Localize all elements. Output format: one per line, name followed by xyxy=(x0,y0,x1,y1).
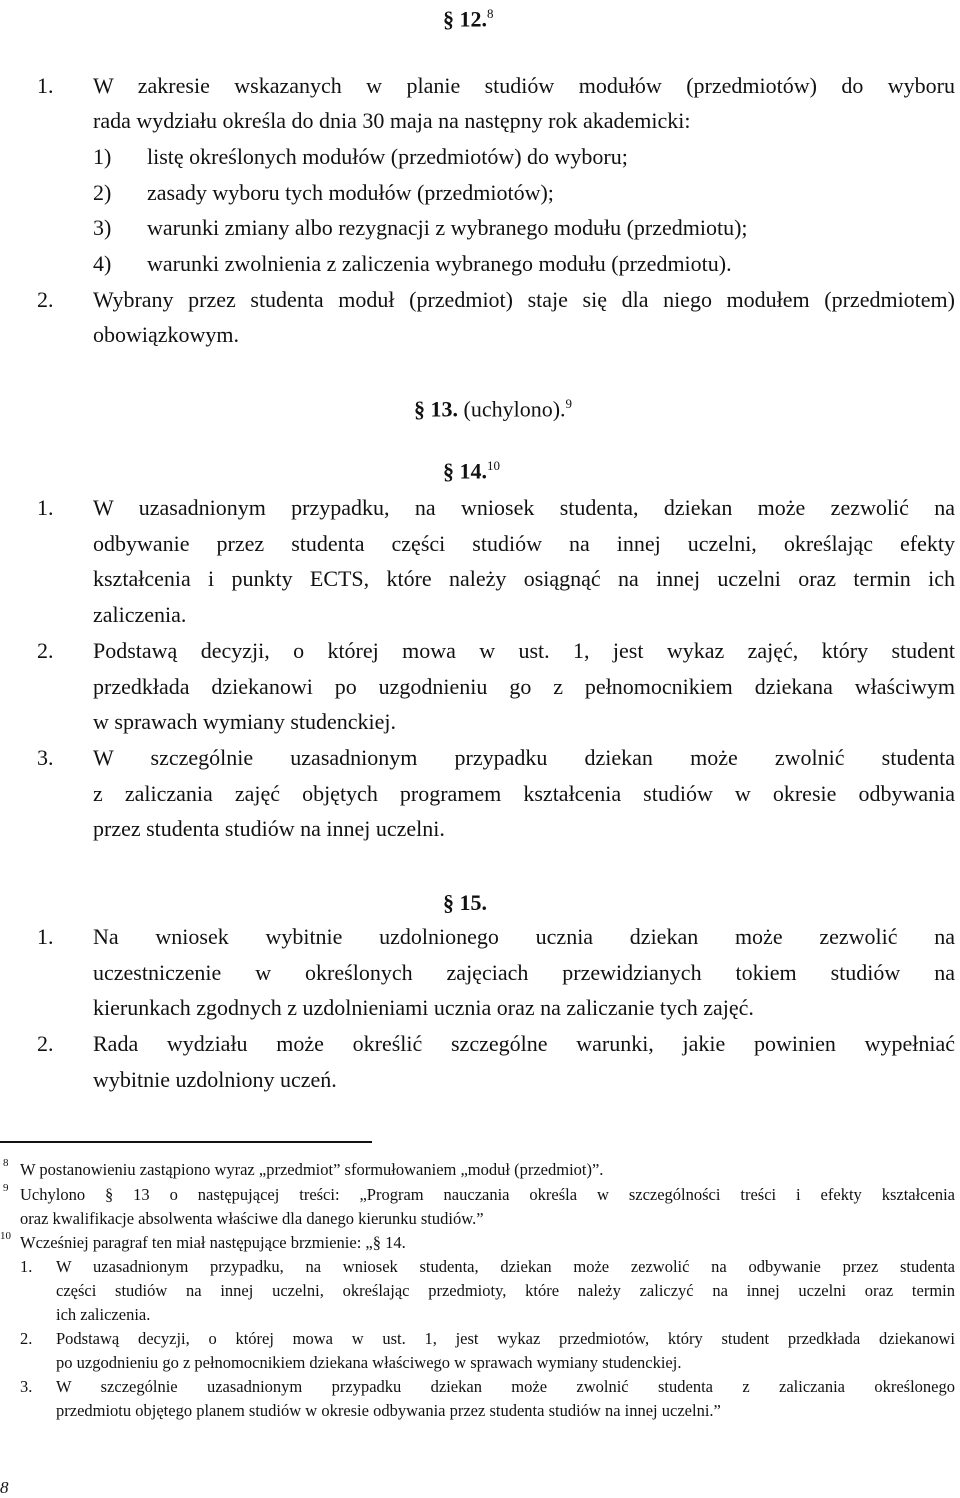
footnote-list-number: 3. xyxy=(20,1377,33,1396)
paragraph-text-line: kształcenia i punkty ECTS, które należy osiągnąć na innej uczelni oraz termin ich xyxy=(93,566,955,591)
paragraph-text-line: Na wniosek wybitnie uzdolnionego ucznia dziekan może zezwolić na xyxy=(93,924,955,949)
section-heading-15 xyxy=(443,890,487,916)
page-number: 8 xyxy=(0,1478,9,1497)
footnote-text: ich zaliczenia. xyxy=(56,1305,151,1324)
section-heading-12 xyxy=(443,6,494,32)
footnote-reference[interactable]: 8 xyxy=(487,6,494,21)
footnote-list-number: 2. xyxy=(20,1329,33,1348)
section-heading-14 xyxy=(443,458,500,484)
paragraph-text-line: z zaliczania zajęć objętych programem kształcenia studiów w okresie odbywania xyxy=(93,781,955,806)
section-heading-text: § 15. xyxy=(443,890,487,915)
paragraph-number: 1. xyxy=(37,924,54,949)
paragraph-text-line: przez studenta studiów na innej uczelni. xyxy=(93,816,445,841)
footnote-text: W uzasadnionym przypadku, na wniosek studenta, dziekan może zezwolić na odbywanie przez studenta xyxy=(56,1257,955,1276)
footnote-text: Podstawą decyzji, o której mowa w ust. 1, jest wykaz przedmiotów, który student przedkłada dziekanowi xyxy=(56,1329,955,1348)
paragraph-text-line: uczestniczenie w określonych zajęciach przewidzianych tokiem studiów na xyxy=(93,960,955,985)
footnote-text: Uchylono § 13 o następującej treści: „Program nauczania określa w szczególności treści i efekty kształcenia xyxy=(20,1185,955,1204)
list-item-text: warunki zmiany albo rezygnacji z wybranego modułu (przedmiotu); xyxy=(147,215,748,240)
footnote-text: części studiów na innej uczelni, określając przedmioty, które należy zaliczyć na innej uczelni oraz termin xyxy=(56,1281,955,1300)
list-item-number: 3) xyxy=(93,215,112,240)
paragraph-text-line: W uzasadnionym przypadku, na wniosek studenta, dziekan może zezwolić na xyxy=(93,495,955,520)
paragraph-number: 2. xyxy=(37,1031,54,1056)
footnote-separator xyxy=(0,1141,372,1143)
list-item-number: 2) xyxy=(93,180,112,205)
paragraph-text-line: Rada wydziału może określić szczególne warunki, jakie powinien wypełniać xyxy=(93,1031,955,1056)
list-item-number: 1) xyxy=(93,144,112,169)
paragraph-text-line: kierunkach zgodnych z uzdolnieniami ucznia oraz na zaliczanie tych zajęć. xyxy=(93,995,754,1020)
paragraph-number: 2. xyxy=(37,638,54,663)
list-item-number: 4) xyxy=(93,251,112,276)
paragraph-text-line: obowiązkowym. xyxy=(93,322,240,347)
footnote-text: Wcześniej paragraf ten miał następujące brzmienie: „§ 14. xyxy=(20,1233,406,1252)
section-heading-text: § 13. xyxy=(414,396,458,422)
footnote-marker: 8 xyxy=(3,1157,9,1169)
footnote-list-number: 1. xyxy=(20,1257,33,1276)
footnote-text: W postanowieniu zastąpiono wyraz „przedmiot” sformułowaniem „moduł (przedmiot)”. xyxy=(20,1160,604,1179)
paragraph-text-line: W zakresie wskazanych w planie studiów modułów (przedmiotów) do wyboru xyxy=(93,73,955,98)
section-repealed-text: (uchylono). xyxy=(463,396,566,422)
paragraph-text-line: rada wydziału określa do dnia 30 maja na następny rok akademicki: xyxy=(93,108,691,133)
paragraph-text-line: zaliczenia. xyxy=(93,602,187,627)
list-item-text: warunki zwolnienia z zaliczenia wybranego modułu (przedmiotu). xyxy=(147,251,732,276)
footnote-text: przedmiotu objętego planem studiów w okresie odbywania przez studenta studiów na innej uczelni.” xyxy=(56,1401,721,1420)
footnote-text: oraz kwalifikacje absolwenta właściwe dla danego kierunku studiów.” xyxy=(20,1209,484,1228)
paragraph-text-line: odbywanie przez studenta części studiów na innej uczelni, określając efekty xyxy=(93,531,955,556)
paragraph-text-line: Wybrany przez studenta moduł (przedmiot) staje się dla niego modułem (przedmiotem) xyxy=(93,287,955,312)
footnote-reference[interactable]: 9 xyxy=(565,396,573,411)
footnote-text: po uzgodnieniu go z pełnomocnikiem dziekana właściwego w sprawach wymiany studenckiej. xyxy=(56,1353,682,1372)
paragraph-text-line: w sprawach wymiany studenckiej. xyxy=(93,709,397,734)
paragraph-number: 1. xyxy=(37,495,54,520)
paragraph-number: 3. xyxy=(37,745,54,770)
section-heading-text: § 12. xyxy=(443,6,487,32)
paragraph-number: 2. xyxy=(37,287,54,312)
paragraph-text-line: W szczególnie uzasadnionym przypadku dziekan może zwolnić studenta xyxy=(93,745,955,770)
footnote-text: W szczególnie uzasadnionym przypadku dziekan może zwolnić studenta z zaliczania określonego xyxy=(56,1377,955,1396)
section-heading-13 xyxy=(414,396,572,422)
section-heading-text: § 14. xyxy=(443,458,487,484)
paragraph-number: 1. xyxy=(37,73,54,98)
footnote-marker: 10 xyxy=(0,1230,11,1242)
paragraph-text-line: wybitnie uzdolniony uczeń. xyxy=(93,1067,337,1092)
footnote-marker: 9 xyxy=(3,1182,9,1194)
list-item-text: zasady wyboru tych modułów (przedmiotów); xyxy=(147,180,554,205)
list-item-text: listę określonych modułów (przedmiotów) do wyboru; xyxy=(147,144,628,169)
paragraph-text-line: Podstawą decyzji, o której mowa w ust. 1, jest wykaz zajęć, który student xyxy=(93,638,955,663)
paragraph-text-line: przedkłada dziekanowi po uzgodnieniu go z pełnomocnikiem dziekana właściwym xyxy=(93,674,955,699)
footnote-reference[interactable]: 10 xyxy=(487,458,500,473)
